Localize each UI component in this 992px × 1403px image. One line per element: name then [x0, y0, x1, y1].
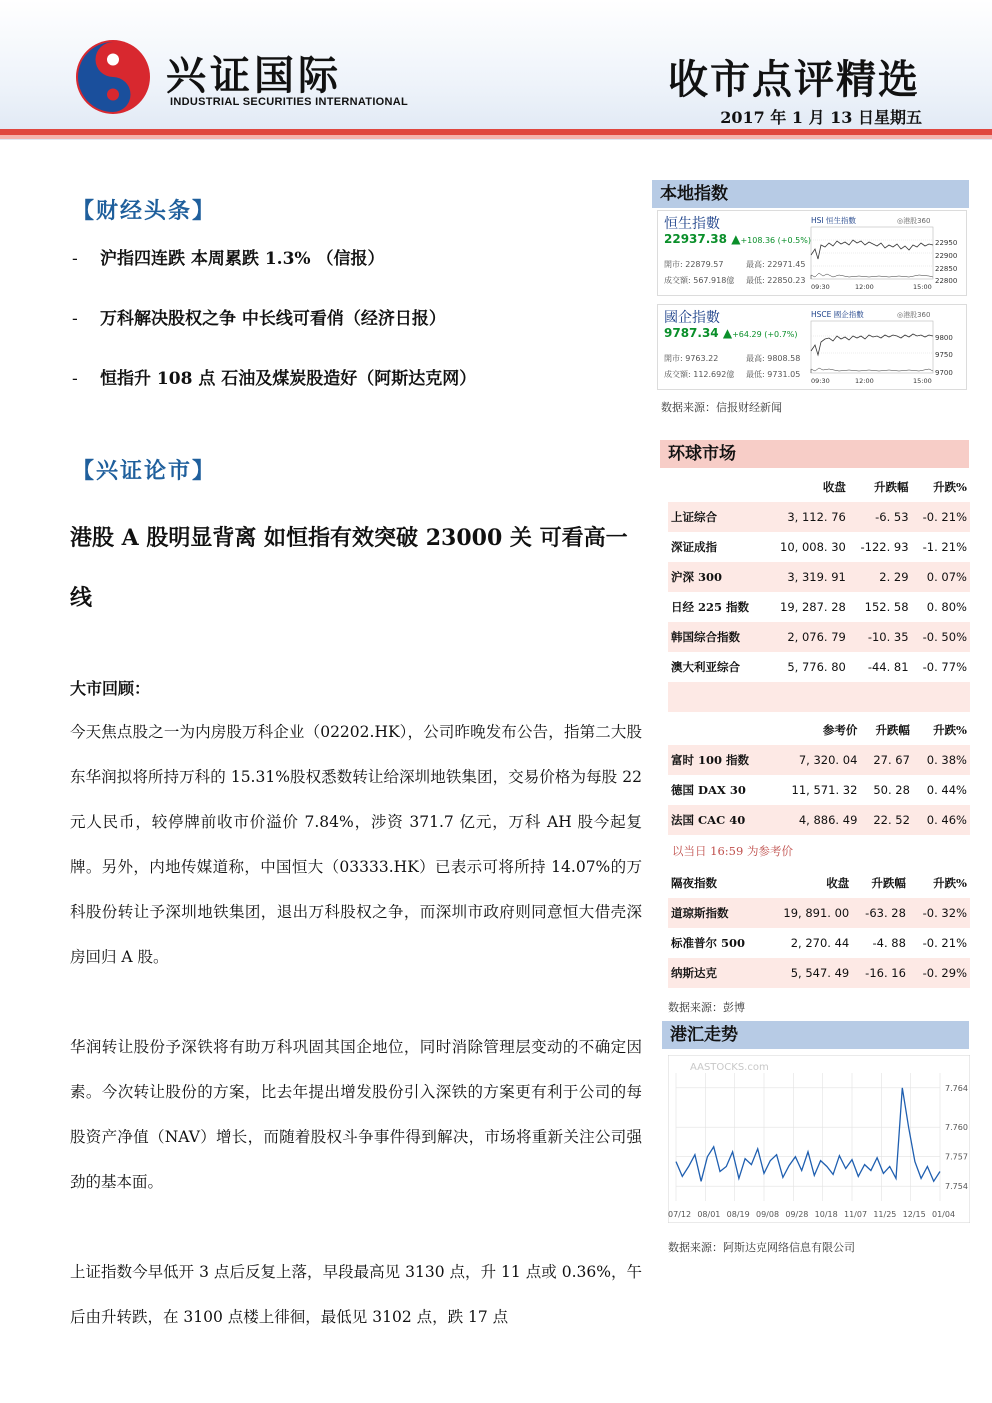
hkd-trend-title: 港汇走势 — [662, 1021, 969, 1049]
up-arrow-icon: ▲ — [722, 326, 733, 340]
report-title: 收市点评精选 — [668, 56, 920, 103]
index-open: 開市: 22879.57 — [664, 260, 724, 269]
hkd-exchange-rate-chart — [668, 1055, 970, 1223]
table-row: 纳斯达克 5, 547. 49 -16. 16 -0. 29% — [668, 958, 970, 988]
y-tick-label: 7.764 — [945, 1083, 968, 1093]
x-tick-label: 08/01 — [697, 1210, 721, 1219]
headline-text: 恒指升 108 点 石油及煤炭股造好（阿斯达克网） — [100, 369, 477, 389]
europe-market-table: 参考价 升跌幅 升跌% 富时 100 指数 7, 320. 04 27. 67 0. 38% 德国 DAX 30 11, 571. 32 50. 28 0. 44% 法国 CAC 40 4, 886. 49 22. 52 0. 46% — [668, 715, 970, 835]
hsce-index-card[interactable] — [657, 304, 967, 390]
svg-text:09:30: 09:30 — [811, 377, 830, 385]
table-row: 道琼斯指数 19, 891. 00 -63. 28 -0. 32% — [668, 898, 970, 928]
chart-watermark: ◎港股360 — [897, 217, 931, 225]
headline-text: 沪指四连跌 本周累跌 1.3% （信报） — [100, 249, 385, 269]
x-tick-label: 11/25 — [873, 1210, 897, 1219]
index-low: 最低: 9731.05 — [746, 370, 801, 379]
x-tick-label: 10/18 — [814, 1210, 838, 1219]
svg-text:15:00: 15:00 — [913, 283, 932, 291]
x-tick-label: 11/07 — [844, 1210, 868, 1219]
table-row: 韩国综合指数 2, 076. 79 -10. 35 -0. 50% — [668, 622, 970, 652]
table-row: 日经 225 指数 19, 287. 28 152. 58 0. 80% — [671, 600, 967, 614]
y-tick-label: 7.754 — [945, 1182, 968, 1192]
index-name: 恒生指數 — [664, 216, 720, 232]
y-tick-label: 7.760 — [945, 1123, 968, 1133]
svg-text:22850: 22850 — [935, 265, 958, 273]
y-tick-label: 7.757 — [945, 1152, 968, 1162]
index-volume: 成交額: 567.918億 — [664, 276, 735, 285]
headline-item[interactable]: - 沪指四连跌 本周累跌 1.3% （信报） — [72, 249, 385, 269]
us-market-table: 隔夜指数 收盘 升跌幅 升跌% 道琼斯指数 19, 891. 00 -63. 28 -0. 32% 标准普尔 500 2, 270. 44 -4. 88 -0. 21% 纳斯达克 5, 547. 49 -16. 16 -0. 29% — [668, 868, 970, 988]
svg-text:9750: 9750 — [935, 351, 953, 359]
chart-watermark: AASTOCKS.com — [690, 1062, 769, 1073]
hsce-intraday-chart — [809, 309, 961, 385]
table-row: 富时 100 指数 7, 320. 04 27. 67 0. 38% — [668, 745, 970, 775]
commentary-section-title: 【兴证论市】 — [72, 458, 217, 484]
x-tick-label: 12/15 — [902, 1210, 926, 1219]
chart-title: HSI 恒生指數 — [811, 216, 856, 225]
article-title: 港股 A 股明显背离 如恒指有效突破 23000 关 可看高一线 — [70, 525, 628, 611]
svg-text:9700: 9700 — [935, 369, 953, 377]
table-row: 深证成指 10, 008. 30 -122. 93 -1. 21% — [671, 540, 967, 554]
brand-name-cn: 兴证国际 — [166, 53, 342, 99]
global-market-title: 环球市场 — [660, 440, 969, 468]
index-value: 9787.34 ▲+64.29 (+0.7%) — [664, 326, 798, 340]
article-subhead: 大市回顾： — [70, 679, 151, 698]
chart-title: HSCE 國企指數 — [811, 310, 864, 319]
table-row: 澳大利亚综合 5, 776. 80 -44. 81 -0. 77% — [671, 660, 967, 674]
svg-text:22950: 22950 — [935, 239, 958, 247]
index-high: 最高: 9808.58 — [746, 354, 801, 363]
index-value: 22937.38 ▲+108.36 (+0.5%) — [664, 232, 811, 246]
svg-text:9800: 9800 — [935, 334, 953, 342]
header-pink-rule — [0, 135, 992, 139]
company-logo-icon — [74, 38, 152, 116]
global-market-source: 数据来源：彭博 — [668, 1001, 745, 1014]
index-open: 開市: 9763.22 — [664, 354, 719, 363]
x-tick-label: 09/08 — [756, 1210, 780, 1219]
hkd-trend-source: 数据来源：阿斯达克网络信息有限公司 — [668, 1241, 855, 1254]
table-row: 标准普尔 500 2, 270. 44 -4. 88 -0. 21% — [671, 936, 967, 950]
headline-item[interactable]: - 万科解决股权之争 中长线可看俏（经济日报） — [72, 309, 446, 329]
hsi-intraday-chart — [809, 215, 961, 291]
svg-text:22900: 22900 — [935, 252, 958, 260]
brand-name-en: INDUSTRIAL SECURITIES INTERNATIONAL — [170, 96, 409, 108]
headline-text: 万科解决股权之争 中长线可看俏（经济日报） — [100, 309, 446, 329]
table-row: 沪深 300 3, 319. 91 2. 29 0. 07% — [668, 562, 970, 592]
hsi-index-card[interactable] — [657, 210, 967, 296]
asia-market-table: 收盘 升跌幅 升跌% 上证综合 3, 112. 76 -6. 53 -0. 21% 深证成指 10, 008. 30 -122. 93 -1. 21% 沪深 300 3, 319. 91 2. 29 0. 07% 日经 225 指数 19, 287. 28 152. 58 0. 80% 韩国综合指数 2, 076. 79 -10. 35 -0. 50% 澳大利亚综合 5, 776. 80 -44. 81 -0. 77% — [668, 472, 970, 712]
index-change: +64.29 (+0.7%) — [732, 330, 798, 339]
local-index-source: 数据来源：信报财经新闻 — [661, 401, 782, 414]
x-tick-label: 08/19 — [726, 1210, 750, 1219]
svg-text:12:00: 12:00 — [855, 283, 874, 291]
article-paragraph: 上证指数今早低开 3 点后反复上落，早段最高见 3130 点，升 11 点或 0.36%，午后由升转跌，在 3100 点楼上徘徊，最低见 3102 点，跌 17 点 — [70, 1263, 642, 1326]
news-section-title: 【财经头条】 — [72, 198, 217, 224]
article-paragraph: 今天焦点股之一为内房股万科企业（02202.HK），公司昨晚发布公告，指第二大股东华润拟将所持万科的 15.31%股权悉数转让给深圳地铁集团，交易价格为每股 22 元人民币，较停牌前收市价溢价 7.84%，涉资 371.7 亿元，万科 AH 股今起复牌。另外，内地传媒道称，中国恒大（03333.HK）已表示可将所持 14.07%的万科股份转让予深圳地铁集团，退出万科股权之争，而深圳市政府则同意恒大借壳深房回归 A 股。 — [70, 723, 642, 966]
chart-watermark: ◎港股360 — [897, 311, 931, 319]
article-paragraph: 华润转让股份予深铁将有助万科巩固其国企地位，同时消除管理层变动的不确定因素。今次转让股份的方案，比去年提出增发股份引入深铁的方案更有利于公司的每股资产净值（NAV）增长，而随着股权斗争事件得到解决，市场将重新关注公司强劲的基本面。 — [70, 1038, 642, 1191]
x-tick-label: 01/04 — [932, 1210, 956, 1219]
x-tick-label: 09/28 — [785, 1210, 809, 1219]
svg-text:12:00: 12:00 — [855, 377, 874, 385]
table-row: 德国 DAX 30 11, 571. 32 50. 28 0. 44% — [671, 783, 967, 797]
index-high: 最高: 22971.45 — [746, 260, 806, 269]
table-row: 法国 CAC 40 4, 886. 49 22. 52 0. 46% — [668, 805, 970, 835]
reference-price-note: 以当日 16:59 为参考价 — [672, 844, 793, 858]
svg-text:09:30: 09:30 — [811, 283, 830, 291]
x-tick-label: 07/12 — [668, 1210, 692, 1219]
index-low: 最低: 22850.23 — [746, 276, 806, 285]
local-index-title: 本地指数 — [652, 180, 969, 208]
up-arrow-icon: ▲ — [731, 232, 741, 246]
table-row: 上证综合 3, 112. 76 -6. 53 -0. 21% — [668, 502, 970, 532]
report-date: 2017 年 1 月 13 日星期五 — [720, 108, 922, 127]
index-name: 國企指數 — [664, 310, 720, 326]
svg-text:22800: 22800 — [935, 277, 958, 285]
index-change: +108.36 (+0.5%) — [740, 236, 811, 245]
index-volume: 成交額: 112.692億 — [664, 370, 735, 379]
svg-text:15:00: 15:00 — [913, 377, 932, 385]
headline-item[interactable]: - 恒指升 108 点 石油及煤炭股造好（阿斯达克网） — [72, 369, 477, 389]
